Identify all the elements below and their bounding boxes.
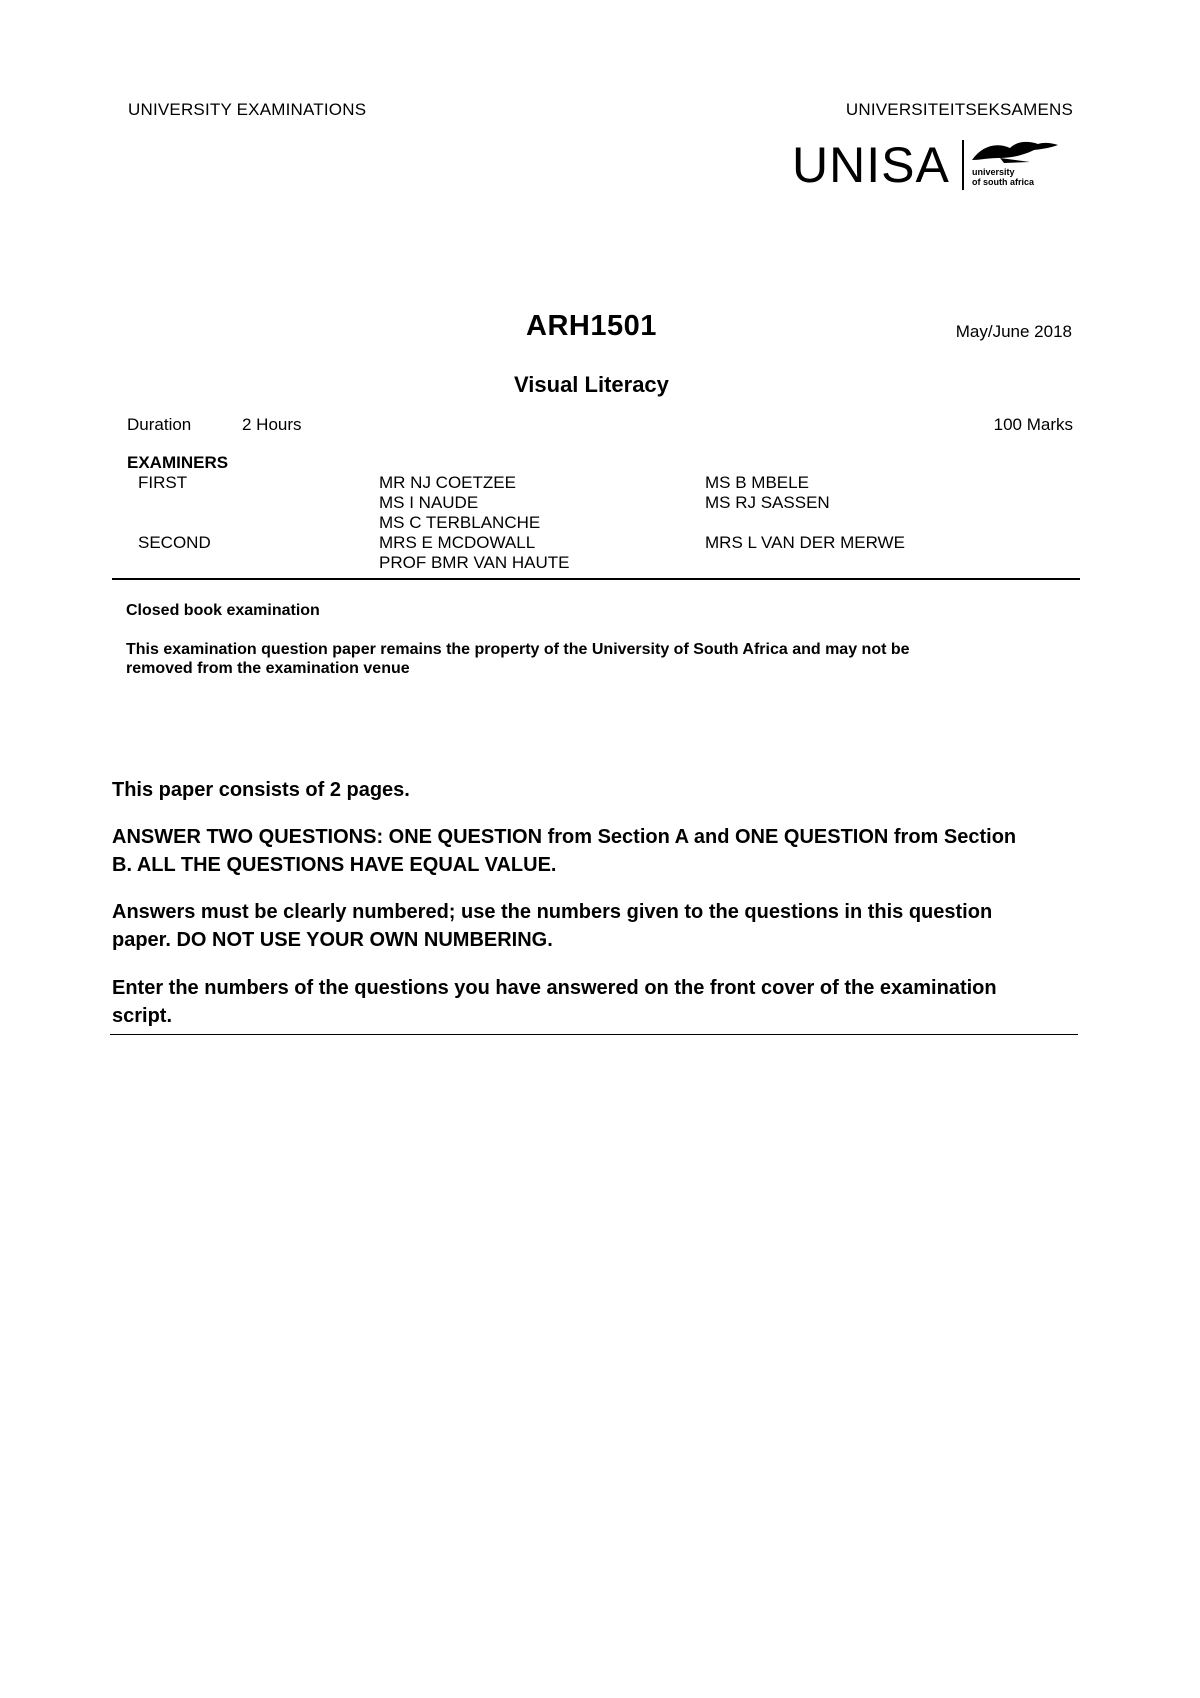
property-note-line: This examination question paper remains the property of the University of South Africa and may not be bbox=[126, 641, 910, 658]
exam-code: ARH1501 bbox=[526, 310, 657, 342]
instruction-line: ANSWER TWO QUESTIONS: ONE QUESTION from Section A and ONE QUESTION from Section bbox=[112, 826, 1017, 848]
numbering-instruction bbox=[112, 898, 992, 954]
logo-tagline-2: of south africa bbox=[972, 177, 1035, 187]
divider-top bbox=[112, 578, 1080, 580]
examiner-name: MS C TERBLANCHE bbox=[379, 513, 541, 532]
logo-wordmark: UNISA bbox=[792, 137, 950, 193]
instruction-line: Enter the numbers of the questions you have answered on the front cover of the examination bbox=[112, 977, 997, 999]
answer-instruction bbox=[112, 823, 1016, 879]
logo-bird-icon bbox=[970, 136, 1060, 166]
examiner-name: MS B MBELE bbox=[705, 473, 809, 492]
examiner-name: MS I NAUDE bbox=[379, 493, 479, 512]
duration-label: Duration bbox=[127, 415, 192, 434]
second-examiners-col2 bbox=[705, 533, 905, 553]
header-right: UNIVERSITEITSEKSAMENS bbox=[845, 100, 1073, 119]
examiner-name: MRS E MCDOWALL bbox=[379, 533, 536, 552]
examiner-name: MRS L VAN DER MERWE bbox=[705, 533, 905, 552]
logo-divider bbox=[962, 140, 964, 190]
divider-bottom bbox=[110, 1034, 1078, 1035]
second-examiners-label: SECOND bbox=[138, 533, 211, 552]
instruction-line: paper. DO NOT USE YOUR OWN NUMBERING. bbox=[112, 929, 553, 951]
second-examiners-col1 bbox=[379, 533, 569, 573]
first-examiners-col2 bbox=[705, 473, 830, 513]
pages-instruction: This paper consists of 2 pages. bbox=[112, 779, 410, 801]
property-note-line: removed from the examination venue bbox=[126, 660, 410, 677]
instruction-line: script. bbox=[112, 1005, 173, 1027]
first-examiners-label: FIRST bbox=[138, 473, 188, 492]
examiner-name: MS RJ SASSEN bbox=[705, 493, 830, 512]
duration-value: 2 Hours bbox=[242, 415, 302, 434]
examiners-heading: EXAMINERS bbox=[127, 453, 229, 472]
exam-session: May/June 2018 bbox=[955, 322, 1072, 341]
header-left: UNIVERSITY EXAMINATIONS bbox=[128, 100, 367, 119]
instruction-line: B. ALL THE QUESTIONS HAVE EQUAL VALUE. bbox=[112, 854, 557, 876]
enter-instruction bbox=[112, 974, 997, 1030]
property-note bbox=[126, 640, 910, 678]
logo-tagline-1: university bbox=[972, 167, 1015, 177]
closed-book-note: Closed book examination bbox=[126, 602, 320, 619]
examiner-name: MR NJ COETZEE bbox=[379, 473, 516, 492]
instruction-line: Answers must be clearly numbered; use the numbers given to the questions in this question bbox=[112, 901, 993, 923]
unisa-logo bbox=[792, 136, 1092, 196]
examiner-name: PROF BMR VAN HAUTE bbox=[379, 553, 570, 572]
total-marks: 100 Marks bbox=[993, 415, 1073, 434]
first-examiners-col1 bbox=[379, 473, 540, 533]
exam-title: Visual Literacy bbox=[514, 372, 669, 397]
